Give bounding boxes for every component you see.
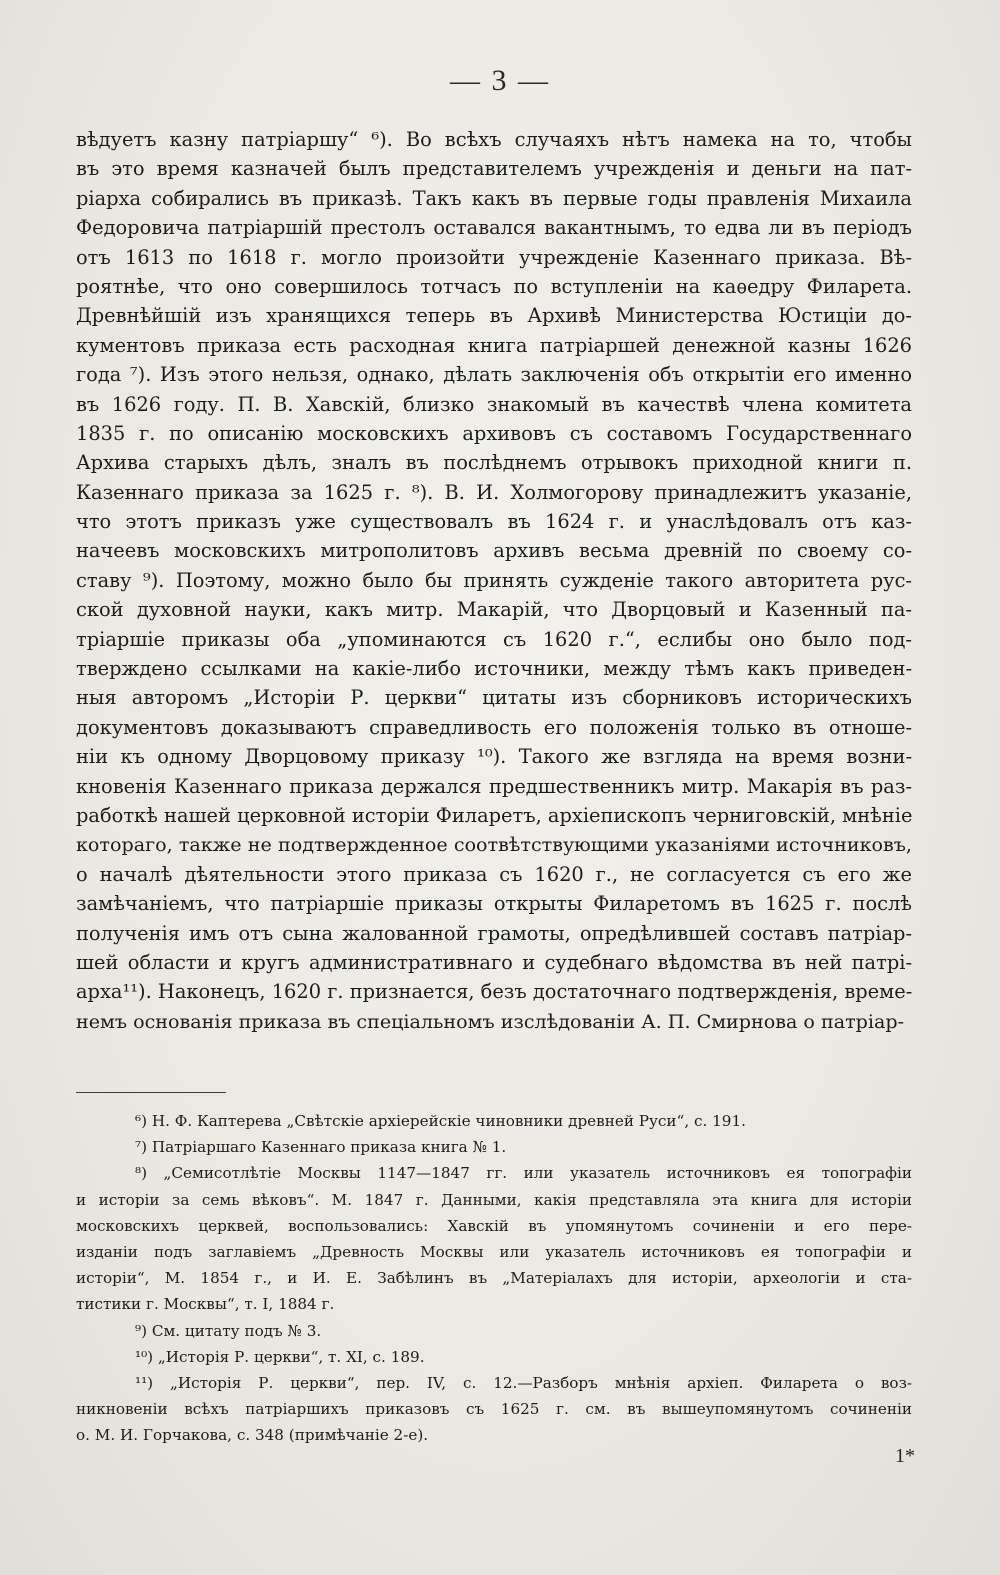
- footnote-line: ¹⁰) „Исторія Р. церкви“, т. XI, с. 189.: [135, 1347, 425, 1366]
- footnote-line: изданіи подъ заглавіемъ „Древность Москвы или указатель источниковъ ея топографіи и: [76, 1242, 912, 1261]
- body-line: Древнѣйшій изъ хранящихся теперь въ Архивѣ Министерства Юстиціи до-: [76, 304, 912, 328]
- body-line: кновенія Казеннаго приказа держался предшественникъ митр. Макарія въ раз-: [76, 774, 912, 798]
- body-line: тріаршіе приказы оба „упоминаются съ 1620 г.“, еслибы оно было под-: [76, 627, 912, 651]
- body-line: Федоровича патріаршій престолъ оставался вакантнымъ, то едва ли въ періодъ: [76, 216, 912, 240]
- footnote-line: московскихъ церквей, воспользовались: Хавскій въ упомянутомъ сочиненіи и его пере-: [76, 1216, 912, 1235]
- body-line: въ это время казначей былъ представителемъ учрежденія и деньги на пат-: [76, 157, 912, 181]
- main-body-text: [76, 125, 912, 1036]
- footnote-divider: [76, 1092, 226, 1093]
- footnote-line: и исторіи за семь вѣковъ“. М. 1847 г. Данными, какія представляла эта книга для исторіи: [76, 1190, 912, 1209]
- body-line: вѣдуетъ казну патріаршу“ ⁶). Во всѣхъ случаяхъ нѣтъ намека на то, чтобы: [76, 128, 912, 151]
- signature-mark: 1*: [895, 1445, 915, 1467]
- footnote-line: исторіи“, М. 1854 г., и И. Е. Забѣлинъ въ „Матеріалахъ для исторіи, археологіи и ста-: [76, 1269, 912, 1288]
- body-line: ской духовной науки, какъ митр. Макарій, что Дворцовый и Казенный па-: [76, 598, 912, 622]
- body-line: что этотъ приказъ уже существовалъ въ 1624 г. и унаслѣдовалъ отъ каз-: [76, 510, 912, 534]
- footnote-line: ¹¹) „Исторія Р. церкви“, пер. IV, с. 12.—Разборъ мнѣнія архіеп. Филарета о воз-: [135, 1373, 912, 1392]
- footnote-line: ⁷) Патріаршаго Казеннаго приказа книга № 1.: [135, 1138, 507, 1157]
- footnote-line: о. М. И. Горчакова, с. 348 (примѣчаніе 2-е).: [76, 1426, 429, 1445]
- footnote-line: тистики г. Москвы“, т. I, 1884 г.: [76, 1295, 335, 1314]
- body-line: замѣчаніемъ, что патріаршіе приказы открыты Филаретомъ въ 1625 г. послѣ: [76, 892, 912, 916]
- body-line: шей области и кругъ административнаго и судебнаго вѣдомства въ ней патрі-: [76, 950, 912, 974]
- body-line: котораго, также не подтвержденное соотвѣтствующими указаніями источниковъ,: [76, 833, 912, 857]
- body-line: тверждено ссылками на какіе-либо источники, между тѣмъ какъ приведен-: [76, 657, 912, 681]
- body-line: арха¹¹). Наконецъ, 1620 г. признается, безъ достаточнаго подтвержденія, време-: [76, 980, 912, 1004]
- body-line: ныя авторомъ „Исторіи Р. церкви“ цитаты изъ сборниковъ историческихъ: [76, 686, 912, 710]
- body-line: отъ 1613 по 1618 г. могло произойти учрежденіе Казеннаго приказа. Вѣ-: [76, 245, 912, 269]
- footnote-line: ⁸) „Семисотлѣтіе Москвы 1147—1847 гг. или указатель источниковъ ея топографіи: [135, 1164, 912, 1183]
- body-line: начеевъ московскихъ митрополитовъ архивъ весьма древній по своему со-: [76, 539, 912, 563]
- footnotes-block: [76, 1108, 912, 1448]
- body-line: кументовъ приказа есть расходная книга патріаршей денежной казны 1626: [76, 333, 912, 357]
- page-number-header: — 3 —: [450, 64, 550, 97]
- body-line: Архива старыхъ дѣлъ, зналъ въ послѣднемъ отрывокъ приходной книги п.: [76, 451, 912, 475]
- body-line: ставу ⁹). Поэтому, можно было бы принять сужденіе такого авторитета рус-: [76, 568, 912, 592]
- body-line: 1835 г. по описанію московскихъ архивовъ съ составомъ Государственнаго: [76, 421, 912, 445]
- body-line: документовъ доказываютъ справедливость его положенія только въ отноше-: [76, 715, 912, 739]
- footnote-line: ⁶) Н. Ф. Каптерева „Свѣтскіе архіерейскіе чиновники древней Руси“, с. 191.: [135, 1112, 746, 1130]
- body-line: года ⁷). Изъ этого нельзя, однако, дѣлать заключенія объ открытіи его именно: [76, 363, 912, 387]
- body-line: Казеннаго приказа за 1625 г. ⁸). В. И. Холмогорову принадлежитъ указаніе,: [76, 480, 912, 504]
- body-line: работкѣ нашей церковной исторіи Филаретъ, архіепископъ черниговскій, мнѣніе: [76, 803, 912, 827]
- body-line: ніи къ одному Дворцовому приказу ¹⁰). Такого же взгляда на время возни-: [76, 745, 912, 769]
- body-line: роятнѣе, что оно совершилось тотчасъ по вступленіи на каѳедру Филарета.: [76, 274, 912, 298]
- body-line: въ 1626 году. П. В. Хавскій, близко знакомый въ качествѣ члена комитета: [76, 392, 912, 416]
- body-line: полученія имъ отъ сына жалованной грамоты, опредѣлившей составъ патріар-: [76, 921, 912, 945]
- body-line: немъ основанія приказа въ спеціальномъ изслѣдованіи А. П. Смирнова о патріар-: [76, 1009, 905, 1033]
- footnote-line: никновеніи всѣхъ патріаршихъ приказовъ съ 1625 г. см. въ вышеупомянутомъ сочиненіи: [76, 1400, 912, 1419]
- body-line: о началѣ дѣятельности этого приказа съ 1620 г., не согласуется съ его же: [76, 862, 912, 886]
- footnote-line: ⁹) См. цитату подъ № 3.: [135, 1321, 322, 1340]
- body-line: ріарха собирались въ приказѣ. Такъ какъ въ первые годы правленія Михаила: [76, 186, 912, 210]
